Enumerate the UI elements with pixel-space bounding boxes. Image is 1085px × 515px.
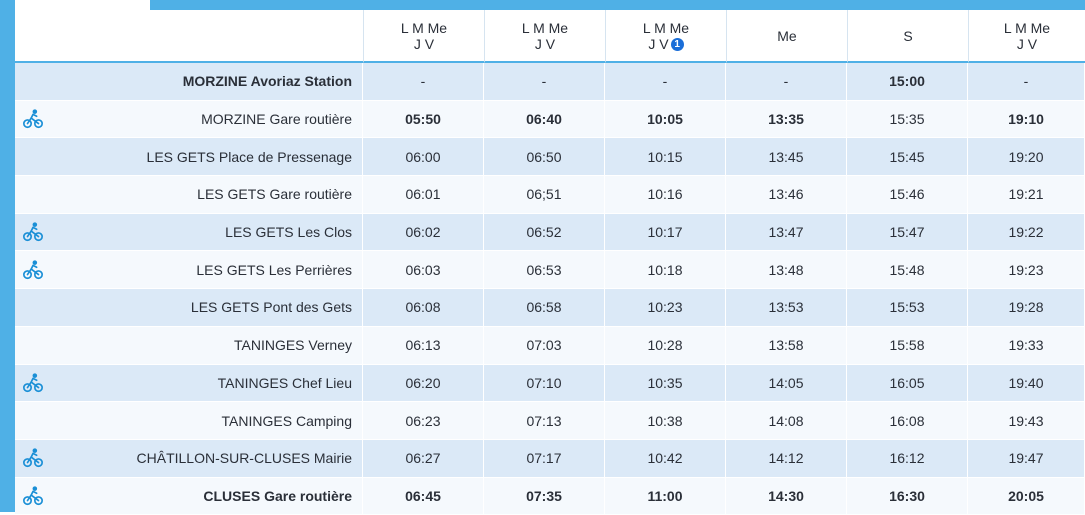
departure-time: 13:58: [726, 327, 847, 365]
header-days-col-5: [847, 10, 968, 63]
departure-time: 07:03: [484, 327, 605, 365]
departure-time: 19:10: [968, 101, 1085, 139]
departure-time: 10:15: [605, 138, 726, 176]
table-row: [15, 365, 1085, 403]
departure-time: 06:53: [484, 251, 605, 289]
departure-time: 06:27: [363, 440, 484, 478]
departure-time: 13:45: [726, 138, 847, 176]
header-days-line2: [606, 36, 726, 52]
departure-time: 15:58: [847, 327, 968, 365]
departure-time: 07:13: [484, 402, 605, 440]
departure-time: 19:21: [968, 176, 1085, 214]
header-days-col-1: [363, 10, 484, 63]
timetable-body: [15, 63, 1085, 515]
info-circle-icon[interactable]: 1: [671, 38, 684, 51]
header-days-line1: L M Me: [400, 19, 448, 36]
departure-time: 16:08: [847, 402, 968, 440]
bicycle-icon: [22, 259, 44, 281]
bicycle-icon: [22, 447, 44, 469]
departure-time: 15:48: [847, 251, 968, 289]
departure-time: 14:08: [726, 402, 847, 440]
departure-time: 06:20: [363, 365, 484, 403]
departure-time: 06:45: [363, 478, 484, 515]
departure-time: 06:02: [363, 214, 484, 252]
bike-indicator-cell: [15, 365, 51, 403]
departure-time: 19:23: [968, 251, 1085, 289]
stop-name: TANINGES Camping: [51, 402, 363, 440]
bike-indicator-cell: [15, 138, 51, 176]
bicycle-icon: [22, 108, 44, 130]
departure-time: 15:00: [847, 63, 968, 101]
header-blank-stop: [51, 10, 363, 63]
departure-time: 16:30: [847, 478, 968, 515]
departure-time: 19:33: [968, 327, 1085, 365]
stop-name: CHÂTILLON-SUR-CLUSES Mairie: [51, 440, 363, 478]
bicycle-icon: [22, 221, 44, 243]
table-row: [15, 176, 1085, 214]
header-days-line2: [364, 36, 484, 52]
departure-time: 13:47: [726, 214, 847, 252]
departure-time: 06;51: [484, 176, 605, 214]
departure-time: 06:03: [363, 251, 484, 289]
stop-name: CLUSES Gare routière: [51, 478, 363, 515]
departure-time: 06:40: [484, 101, 605, 139]
departure-time: 10:23: [605, 289, 726, 327]
bicycle-icon: [22, 372, 44, 394]
departure-time: 19:22: [968, 214, 1085, 252]
departure-time: 10:16: [605, 176, 726, 214]
stop-name: LES GETS Gare routière: [51, 176, 363, 214]
table-row: [15, 214, 1085, 252]
departure-time: -: [968, 63, 1085, 101]
bike-indicator-cell: [15, 101, 51, 139]
departure-time: -: [363, 63, 484, 101]
departure-time: 07:10: [484, 365, 605, 403]
departure-time: 07:17: [484, 440, 605, 478]
departure-time: 10:42: [605, 440, 726, 478]
departure-time: -: [484, 63, 605, 101]
bike-indicator-cell: [15, 289, 51, 327]
departure-time: 16:05: [847, 365, 968, 403]
header-days-col-4: [726, 10, 847, 63]
departure-time: 14:05: [726, 365, 847, 403]
departure-time: 13:48: [726, 251, 847, 289]
stop-name: LES GETS Pont des Gets: [51, 289, 363, 327]
stop-name: MORZINE Gare routière: [51, 101, 363, 139]
header-days-line1: S: [903, 27, 913, 44]
departure-time: 19:43: [968, 402, 1085, 440]
departure-time: 06:52: [484, 214, 605, 252]
header-days-line1: L M Me: [521, 19, 569, 36]
departure-time: 07:35: [484, 478, 605, 515]
departure-time: 19:47: [968, 440, 1085, 478]
top-accent-band: [150, 0, 1085, 10]
header-days-line1: Me: [777, 27, 797, 44]
table-row: [15, 402, 1085, 440]
header-blank-icon: [15, 10, 51, 63]
header-days-col-3: [605, 10, 726, 63]
stop-name: TANINGES Verney: [51, 327, 363, 365]
departure-time: 06:08: [363, 289, 484, 327]
header-days-line1: L M Me: [642, 19, 690, 36]
header-days-line1: L M Me: [1003, 19, 1051, 36]
departure-time: 19:28: [968, 289, 1085, 327]
stop-name: LES GETS Les Clos: [51, 214, 363, 252]
stop-name: LES GETS Place de Pressenage: [51, 138, 363, 176]
left-accent-band: [0, 0, 15, 512]
departure-time: 15:46: [847, 176, 968, 214]
departure-time: 15:53: [847, 289, 968, 327]
departure-time: 15:35: [847, 101, 968, 139]
header-days-line2-text: J V: [1016, 35, 1038, 52]
header-days-col-6: [968, 10, 1085, 63]
bike-indicator-cell: [15, 251, 51, 289]
departure-time: 11:00: [605, 478, 726, 515]
departure-time: 19:40: [968, 365, 1085, 403]
table-row: [15, 138, 1085, 176]
departure-time: 06:23: [363, 402, 484, 440]
header-days-line2-text: J V: [648, 35, 669, 52]
departure-time: 13:53: [726, 289, 847, 327]
table-row: [15, 63, 1085, 101]
departure-time: 15:47: [847, 214, 968, 252]
departure-time: 19:20: [968, 138, 1085, 176]
table-row: [15, 327, 1085, 365]
stop-name: LES GETS Les Perrières: [51, 251, 363, 289]
header-days-col-2: [484, 10, 605, 63]
table-row: [15, 251, 1085, 289]
departure-time: 06:00: [363, 138, 484, 176]
departure-time: 10:05: [605, 101, 726, 139]
table-row: [15, 440, 1085, 478]
departure-time: 06:13: [363, 327, 484, 365]
departure-time: 14:12: [726, 440, 847, 478]
bike-indicator-cell: [15, 63, 51, 101]
departure-time: -: [726, 63, 847, 101]
table-row: [15, 478, 1085, 515]
header-days-line2-text: J V: [413, 35, 435, 52]
departure-time: 16:12: [847, 440, 968, 478]
departure-time: 10:35: [605, 365, 726, 403]
bicycle-icon: [22, 485, 44, 507]
bike-indicator-cell: [15, 440, 51, 478]
timetable-header-row: [15, 10, 1085, 63]
bike-indicator-cell: [15, 214, 51, 252]
departure-time: 13:35: [726, 101, 847, 139]
departure-time: 14:30: [726, 478, 847, 515]
bike-indicator-cell: [15, 402, 51, 440]
departure-time: 10:18: [605, 251, 726, 289]
departure-time: 05:50: [363, 101, 484, 139]
header-days-line2: [485, 36, 605, 52]
departure-time: 20:05: [968, 478, 1085, 515]
table-row: [15, 101, 1085, 139]
departure-time: 06:50: [484, 138, 605, 176]
bike-indicator-cell: [15, 327, 51, 365]
departure-time: 06:58: [484, 289, 605, 327]
stop-name: MORZINE Avoriaz Station: [51, 63, 363, 101]
bus-timetable: [15, 10, 1085, 515]
header-days-line2: [969, 36, 1085, 52]
departure-time: 06:01: [363, 176, 484, 214]
departure-time: 10:28: [605, 327, 726, 365]
table-row: [15, 289, 1085, 327]
departure-time: 10:38: [605, 402, 726, 440]
stop-name: TANINGES Chef Lieu: [51, 365, 363, 403]
header-days-line2-text: J V: [534, 35, 556, 52]
bike-indicator-cell: [15, 478, 51, 515]
departure-time: 10:17: [605, 214, 726, 252]
departure-time: 13:46: [726, 176, 847, 214]
departure-time: -: [605, 63, 726, 101]
departure-time: 15:45: [847, 138, 968, 176]
bike-indicator-cell: [15, 176, 51, 214]
